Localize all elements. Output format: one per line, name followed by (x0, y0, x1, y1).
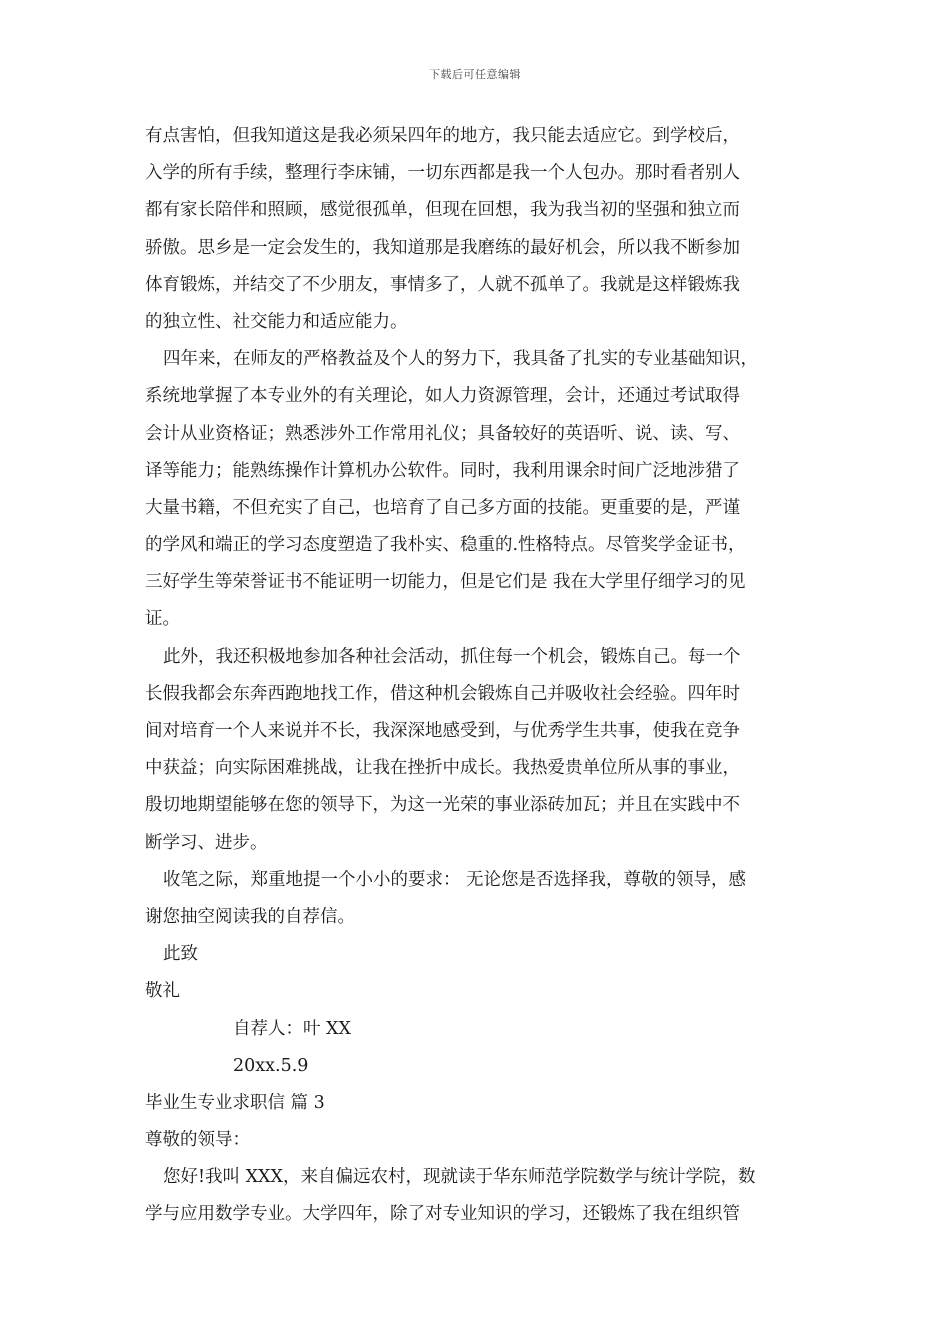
text-line: 证。 (145, 609, 180, 630)
text-line: 三好学生等荣誉证书不能证明一切能力，但是它们是 我在大学里仔细学习的见 (145, 572, 746, 593)
text-line: 的独立性、社交能力和适应能力。 (145, 311, 408, 332)
text-line: 四年来，在师友的严格教益及个人的努力下，我具备了扎实的专业基础知识， (163, 349, 758, 370)
text-line: 会计从业资格证；熟悉涉外工作常用礼仪；具备较好的英语听、说、读、写、 (145, 423, 740, 444)
text-line: 译等能力；能熟练操作计算机办公软件。同时，我利用课余时间广泛地涉猎了 (145, 460, 740, 481)
text-line: 敬礼 (145, 981, 180, 1002)
text-line: 体育锻炼，并结交了不少朋友，事情多了，人就不孤单了。我就是这样锻炼我 (145, 274, 740, 295)
text-line: 中获益；向实际困难挑战，让我在挫折中成长。我热爱贵单位所从事的事业， (145, 758, 740, 779)
text-line: 间对培育一个人来说并不长，我深深地感受到，与优秀学生共事，使我在竞争 (145, 721, 740, 741)
text-line: 骄傲。思乡是一定会发生的，我知道那是我磨练的最好机会，所以我不断参加 (145, 237, 740, 258)
text-line: 有点害怕，但我知道这是我必须呆四年的地方，我只能去适应它。到学校后， (145, 126, 740, 146)
text-line: 的学风和端正的学习态度塑造了我朴实、稳重的.性格特点。尽管奖学金证书， (145, 535, 746, 556)
text-line: 20xx.5.9 (233, 1055, 309, 1076)
text-line: 殷切地期望能够在您的领导下，为这一光荣的事业添砖加瓦；并且在实践中不 (145, 795, 740, 816)
text-line: 自荐人：叶 XX (233, 1018, 351, 1039)
document-body (145, 118, 815, 1234)
text-line: 长假我都会东奔西跑地找工作，借这种机会锻炼自己并吸收社会经验。四年时 (145, 683, 740, 704)
text-line: 入学的所有手续，整理行李床铺，一切东西都是我一个人包办。那时看者别人 (145, 163, 740, 184)
page-header: 下载后可任意编辑 (429, 68, 521, 81)
text-line: 系统地掌握了本专业外的有关理论，如人力资源管理，会计，还通过考试取得 (145, 386, 740, 407)
text-line: 收笔之际，郑重地提一个小小的要求： 无论您是否选择我，尊敬的领导，感 (163, 869, 747, 890)
text-line: 谢您抽空阅读我的自荐信。 (145, 906, 355, 927)
text-line: 断学习、进步。 (145, 832, 268, 853)
text-line: 此致 (163, 944, 198, 965)
text-line: 大量书籍，不但充实了自己，也培育了自己多方面的技能。更重要的是，严谨 (145, 497, 740, 518)
text-line: 尊敬的领导： (145, 1130, 250, 1151)
text-line: 都有家长陪伴和照顾，感觉很孤单，但现在回想，我为我当初的坚强和独立而 (145, 200, 740, 221)
text-line: 学与应用数学专业。大学四年，除了对专业知识的学习，还锻炼了我在组织管 (145, 1204, 740, 1225)
text-line: 毕业生专业求职信 篇 3 (145, 1092, 325, 1113)
text-line: 您好!我叫 XXX，来自偏远农村，现就读于华东师范学院数学与统计学院，数 (163, 1167, 756, 1188)
text-line: 此外，我还积极地参加各种社会活动，抓住每一个机会，锻炼自己。每一个 (163, 646, 741, 667)
